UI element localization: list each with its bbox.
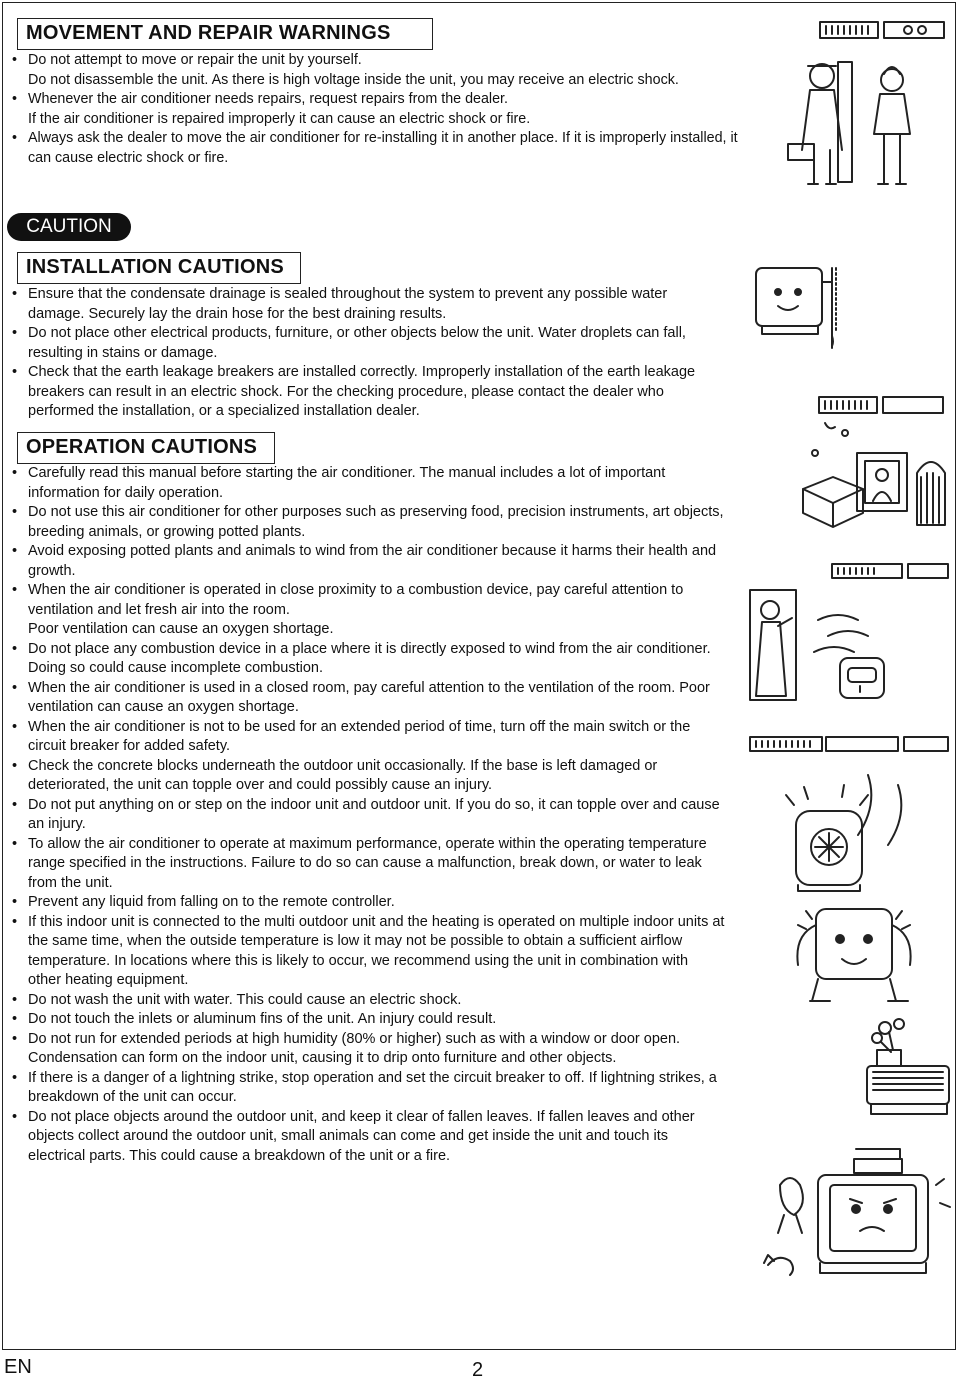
food-painting-birdcage-illustration (795, 393, 955, 538)
list-item: • If this indoor unit is connected to the multi outdoor unit and the heating is operated on multiple indoor units at the same time, when the outside temperature is low it may not be possible to obtain a sufficient airflow temperature. In locations where this is likely to occur, we recommend using the unit in combination with other heating equipment. (7, 913, 725, 991)
list-item: • To allow the air conditioner to operate at maximum performance, operate within the operating temperature range specified in the instructions. Failure to do so can cause a malfunction, break down, or water to leak from the unit. (7, 835, 725, 894)
list-item: • Check the concrete blocks underneath the outdoor unit occasionally. If the base is left damaged or deteriorated, the unit can topple over and could possibly cause an injury. (7, 757, 725, 796)
list-item: • Do not place other electrical products, furniture, or other objects below the unit. Water droplets can fall, resulting in stains or damage. (7, 324, 719, 363)
list-item: • Avoid exposing potted plants and animals to wind from the air conditioner because it harms their health and growth. (7, 542, 725, 581)
list-item: • Always ask the dealer to move the air conditioner for re-installing it in another place. If it is improperly installed, it can cause electric shock or fire. (7, 129, 758, 168)
outdoor-unit-drain-illustration (748, 262, 848, 354)
caution-label: CAUTION (7, 213, 131, 241)
list-item: • Whenever the air conditioner needs repairs, request repairs from the dealer. (7, 90, 777, 110)
list-item: • Do not touch the inlets or aluminum fins of the unit. An injury could result. (7, 1010, 725, 1030)
movement-heading: MOVEMENT AND REPAIR WARNINGS (17, 18, 433, 50)
list-item: • When the air conditioner is not to be used for an extended period of time, turn off the main switch or the circuit breaker for added safety. (7, 718, 725, 757)
list-item: • Ensure that the condensate drainage is sealed throughout the system to prevent any possible water damage. Securely lay the drain hose for the best draining results. (7, 285, 719, 324)
woman-at-window-heater-illustration (748, 560, 953, 710)
list-item: Do not disassemble the unit. As there is high voltage inside the unit, you may receive an electric shock. (28, 71, 679, 88)
installation-list (7, 285, 719, 422)
list-item: • Prevent any liquid from falling on to the remote controller. (7, 893, 725, 913)
list-item: • If there is a danger of a lightning strike, stop operation and set the circuit breaker to off. If lightning strikes, a breakdown of the unit can occur. (7, 1069, 725, 1108)
operation-heading: OPERATION CAUTIONS (17, 432, 275, 464)
footer-language: EN (4, 1356, 32, 1378)
frightened-outdoor-unit-illustration (778, 895, 928, 1005)
list-item: • Do not place any combustion device in a place where it is directly exposed to wind from the air conditioner. Doing so could cause incomplete combustion. (7, 640, 725, 679)
potted-plant-on-unit-illustration (855, 1016, 955, 1118)
animals-around-outdoor-unit-illustration (760, 1145, 955, 1285)
list-item: If the air conditioner is repaired improperly it can cause an electric shock or fire. (28, 110, 531, 127)
list-item: Poor ventilation can cause an oxygen shortage. (28, 621, 334, 637)
list-item: • Do not attempt to move or repair the unit by yourself. (7, 51, 777, 71)
page-number: 2 (472, 1359, 484, 1381)
list-item: • Do not put anything on or step on the indoor unit and outdoor unit. If you do so, it can topple over and cause an injury. (7, 796, 725, 835)
installation-heading: INSTALLATION CAUTIONS (17, 252, 301, 284)
list-item: • Do not run for extended periods at high humidity (80% or higher) such as with a window or door open. Condensation can form on the indoor unit, causing it to drip onto furniture and other objects. (7, 1030, 725, 1069)
list-item: • Check that the earth leakage breakers are installed correctly. Improperly installation of the earth leakage breakers can result in an electric shock. For the checking procedure, please contact the dealer who performed the installation, or a specialized installation dealer. (7, 363, 719, 422)
operation-list (7, 464, 725, 1166)
list-item: • Do not wash the unit with water. This could cause an electric shock. (7, 991, 725, 1011)
startled-heater-illustration (748, 735, 953, 895)
list-item: • Do not place objects around the outdoor unit, and keep it clear of fallen leaves. If fallen leaves and other objects collect around the outdoor unit, small animals can come and get inside the unit and touch its electrical parts. This could cause a breakdown of the unit or a fire. (7, 1108, 725, 1167)
repairman-and-woman-illustration (780, 14, 950, 194)
list-item: • When the air conditioner is operated in close proximity to a combustion device, pay careful attention to ventilation and let fresh air into the room. (7, 581, 725, 620)
movement-list (7, 51, 777, 168)
list-item: • When the air conditioner is used in a closed room, pay careful attention to the ventilation of the room. Poor ventilation can cause an oxygen shortage. (7, 679, 725, 718)
list-item: • Carefully read this manual before starting the air conditioner. The manual includes a lot of important information for daily operation. (7, 464, 725, 503)
list-item: • Do not use this air conditioner for other purposes such as preserving food, precision instruments, art objects, breeding animals, or growing potted plants. (7, 503, 725, 542)
